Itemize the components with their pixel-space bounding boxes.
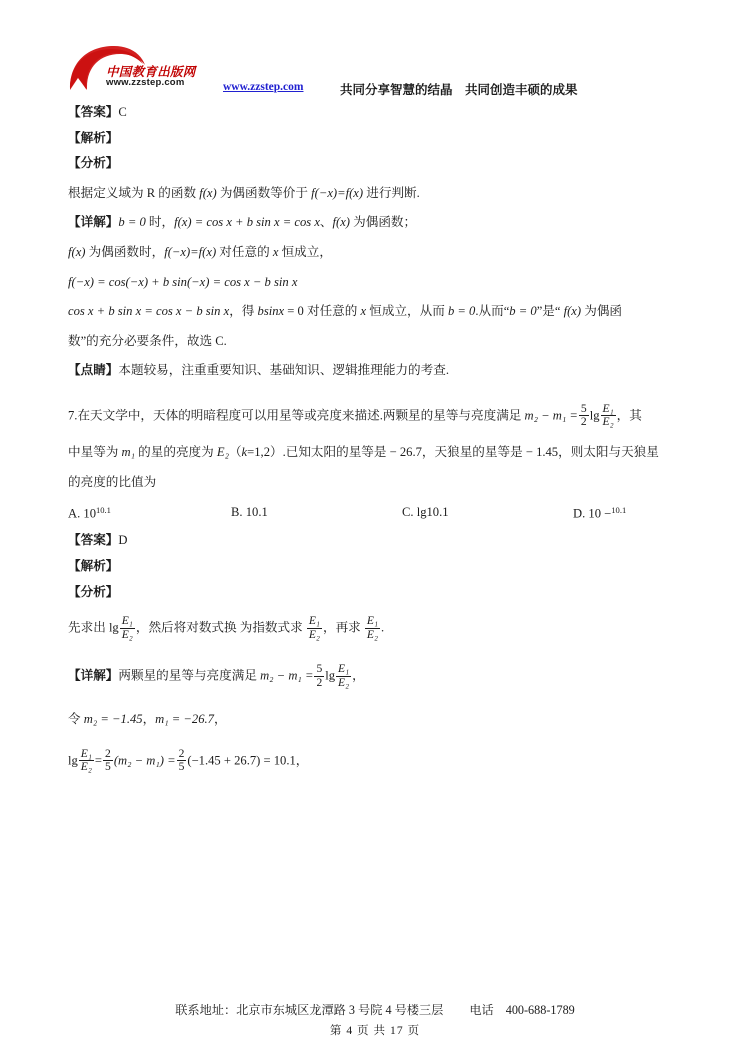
q7-stem-2: ，其: [616, 408, 642, 423]
footer-phone-label: 电话: [469, 1003, 494, 1017]
q7-stem-line-2: [68, 446, 682, 459]
q7-ling-m2: m₂ = −1.45: [83, 712, 143, 727]
q6-analysis-text-2: 为偶函数等价于: [216, 185, 312, 200]
q6-line2-text: 为偶函数时，: [85, 244, 165, 259]
q6-detail-comma: 、: [319, 215, 333, 230]
q7-option-b-key: B.: [231, 505, 243, 520]
q7-option-a-exp: 10.1: [96, 505, 111, 516]
q7-stem-line2-a: 中星等为: [68, 444, 122, 459]
q6-line2-fx: f(x): [68, 244, 86, 259]
q7-stem-line2-d: =1,2）.已知太阳的星等是 − 26.7，天狼星的星等是 − 1.45，则太阳与天狼星: [247, 444, 659, 459]
logo-url-text: www.zzstep.com: [106, 77, 185, 88]
q7-frac-5-2: $\frac{5}{2}$: [580, 401, 587, 429]
q6-line4-x: x: [360, 304, 367, 319]
q6-detail-label: 【详解】: [68, 215, 119, 230]
q6-line2-text3: 恒成立，: [278, 244, 332, 259]
footer-address: 联系地址：北京市东城区龙潭路 3 号院 4 号楼三层: [175, 1003, 444, 1017]
q7-option-b[interactable]: [231, 505, 402, 521]
q7-lg: lg: [589, 408, 600, 423]
q6-detail-b0: b = 0: [118, 215, 146, 230]
q7-calc-lg: lg: [68, 753, 78, 768]
q6-answer-line: [68, 106, 682, 119]
q6-line4-text5: ”是“: [536, 304, 564, 319]
q7-an-2: ，然后将对数式换 为指数式求: [135, 620, 306, 635]
q7-an-4: .: [381, 620, 385, 635]
q6-insight-line: [68, 364, 682, 377]
q6-line4-text1: ，得: [229, 304, 258, 319]
q6-detail-line-1: [68, 216, 682, 229]
q6-analysis-eq: f(−x)=f(x): [311, 185, 364, 200]
q7-option-d[interactable]: [573, 505, 626, 521]
q7-stem-e2: E₂: [216, 444, 229, 459]
q7-ling-sep: ，: [142, 712, 156, 727]
q7-calc-frac-e: $\frac{\text{E₁}}{\text{E₂}}$: [80, 746, 92, 774]
q7-analysis-text: [68, 615, 682, 641]
q6-line4-text3: 恒成立，从而: [366, 304, 448, 319]
q6-detail-shi: 时，: [145, 215, 175, 230]
q6-insight-label: 【点睛】: [68, 363, 119, 378]
q6-line3-eq: f(−x) = cos(−x) + b sin(−x) = cos x − b sin x: [68, 274, 298, 289]
q7-calc-frac-2-5-b: $\frac{2}{5}$: [178, 746, 185, 774]
q6-line4-b0b: b = 0: [509, 304, 537, 319]
q7-calc-end: ，: [295, 753, 309, 768]
q7-number: 7.: [68, 408, 78, 423]
q7-explain-line: [68, 560, 682, 573]
q6-analysis-label: 【分析】: [68, 156, 119, 171]
q6-detail-line-5: 数”的充分必要条件，故选 C.: [68, 333, 227, 348]
q6-line2-text2: 对任意的: [216, 244, 273, 259]
q7-option-a[interactable]: [68, 505, 231, 521]
document-content: [68, 106, 682, 787]
q7-calc-eq1: =: [94, 753, 103, 768]
header-slogan: 共同分享智慧的结晶 共同创造丰硕的成果: [340, 83, 578, 97]
q7-stem-line2-c: （: [228, 444, 242, 459]
q6-line2-eq: f(−x)=f(x): [164, 244, 217, 259]
q7-calc-paren1: (m₂ − m₁) =: [113, 753, 176, 768]
q7-detail-label: 【详解】: [68, 668, 119, 683]
q7-stem-m1: m₁: [121, 444, 136, 459]
page-header: [68, 0, 682, 108]
q6-line4-b0: b = 0: [447, 304, 476, 319]
page-footer: [0, 1001, 750, 1038]
q7-stem-line2-b: 的星的亮度为: [135, 444, 217, 459]
q7-option-c-base: lg10.1: [416, 505, 449, 520]
q7-ling-m1: m₁ = −26.7: [155, 712, 214, 727]
q7-stem-line-1: [68, 403, 682, 429]
q7-ling-line: [68, 713, 682, 726]
q6-line4-text4: .从而“: [475, 304, 510, 319]
q7-option-d-exp: 10.1: [611, 505, 627, 516]
q7-ling-end: ，: [213, 712, 227, 727]
q7-calc-frac-2-5-a: $\frac{2}{5}$: [105, 746, 111, 774]
q6-detail-line-3: [68, 276, 682, 289]
q6-analysis-line: [68, 157, 682, 170]
q7-stem-line-3: 的亮度的比值为: [68, 474, 157, 489]
q7-an-1: 先求出: [68, 620, 109, 635]
q7-stem-k: k: [241, 444, 248, 459]
q6-analysis-fx: f(x): [199, 185, 217, 200]
q7-answer-line: [68, 534, 682, 547]
q7-detail-2: ，: [352, 668, 365, 683]
q7-explain-label: 【解析】: [68, 559, 119, 574]
q7-detail-lg: lg: [325, 668, 336, 683]
q7-detail-1: 两颗星的星等与亮度满足: [118, 668, 261, 683]
q6-line4-text2: 对任意的: [303, 304, 361, 319]
q7-option-b-base: 10.1: [245, 505, 268, 520]
q7-option-d-base: 10 −: [588, 506, 612, 521]
question-7-block: [68, 403, 682, 774]
q7-detail-m2m1: m₂ − m₁ =: [260, 668, 314, 683]
q7-option-a-base: 10: [83, 506, 96, 521]
q7-detail-frac-e: $\frac{\text{E₁}}{\text{E₂}}$: [338, 662, 350, 689]
q6-detail-fx2: f(x): [332, 215, 350, 230]
q7-option-d-key: D.: [573, 506, 586, 521]
q6-analysis-text: [68, 187, 682, 200]
q7-detail-frac-5-2: $\frac{5}{2}$: [316, 662, 323, 689]
q7-stem-1: 在天文学中，天体的明暗程度可以用星等或亮度来描述.两颗星的星等与亮度满足: [77, 408, 525, 423]
q7-stem-m2m1: m₂ − m₁ =: [524, 408, 578, 423]
q6-detail-even: 为偶函数；: [349, 215, 417, 230]
site-logo: [68, 44, 218, 96]
q6-explain-line: [68, 132, 682, 145]
q7-an-frac-2: $\frac{\text{E₁}}{\text{E₂}}$: [308, 614, 320, 641]
q6-line4-fx: f(x): [563, 304, 582, 319]
q7-options: [68, 505, 682, 521]
q6-line4-bsinx: bsinx: [257, 304, 285, 319]
header-site-link[interactable]: www.zzstep.com: [223, 81, 304, 93]
logo-chinese-text: 中国教育出版网: [106, 65, 196, 79]
q7-option-a-key: A.: [68, 506, 81, 521]
q6-detail-line-2: [68, 246, 682, 259]
q7-analysis-label: 【分析】: [68, 584, 119, 599]
q6-detail-eq1: f(x) = cos x + b sin x = cos x: [174, 215, 320, 230]
q7-an-frac-3: $\frac{\text{E₁}}{\text{E₂}}$: [366, 614, 379, 641]
q7-option-c-key: C.: [402, 505, 414, 520]
q7-an-3: ，再求: [322, 620, 364, 635]
q6-line4-eq0: = 0: [284, 304, 304, 319]
q6-detail-line-4: [68, 305, 682, 318]
q6-line4-eq1: cos x + b sin x = cos x − b sin x: [68, 304, 230, 319]
footer-phone: 400-688-1789: [505, 1003, 575, 1017]
q7-frac-e1-e2: $\frac{\text{E₁}}{\text{E₂}}$: [602, 401, 614, 429]
q6-answer-value: C: [118, 105, 127, 119]
q7-an-lg-1: lg: [108, 620, 119, 635]
q6-insight-text: 本题较易，注重重要知识、基础知识、逻辑推理能力的考查.: [118, 363, 449, 378]
q7-option-c[interactable]: [402, 505, 573, 521]
q7-calc-line: [68, 748, 682, 774]
q6-line2-x: x: [272, 244, 279, 259]
q7-answer-value: D: [118, 533, 128, 548]
q7-detail-line-1: [68, 663, 682, 689]
q7-analysis-line: [68, 586, 682, 599]
q7-answer-label: 【答案】: [68, 533, 119, 548]
q6-analysis-text-1: 根据定义域为 R 的函数: [68, 185, 200, 200]
footer-page-number: 第 4 页 共 17 页: [329, 1024, 421, 1037]
q7-calc-paren2: (−1.45 + 26.7) = 10.1: [187, 753, 296, 768]
q6-explain-label: 【解析】: [68, 130, 119, 145]
footer-contact: [0, 1001, 750, 1018]
q6-line4-text6: 为偶函: [581, 304, 623, 319]
q7-ling: 令: [68, 712, 84, 727]
q6-answer-label: 【答案】: [68, 105, 119, 119]
q6-analysis-text-3: 进行判断.: [363, 185, 420, 200]
q7-an-frac-1: $\frac{\text{E₁}}{\text{E₂}}$: [121, 614, 133, 641]
